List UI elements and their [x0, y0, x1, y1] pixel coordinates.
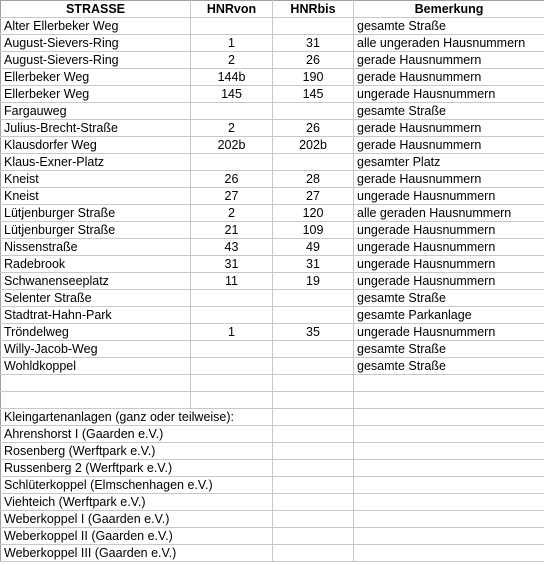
cell-hnrvon[interactable]: 21	[191, 222, 273, 239]
cell-bemerkung[interactable]: gesamte Straße	[354, 358, 544, 375]
table-row	[1, 103, 544, 120]
cell-hnrvon[interactable]	[191, 18, 273, 35]
cell-hnrbis[interactable]: 26	[273, 120, 354, 137]
cell-bemerkung[interactable]: gesamte Straße	[354, 103, 544, 120]
cell-strasse[interactable]: Nissenstraße	[1, 239, 191, 256]
table-cell[interactable]	[354, 545, 544, 562]
header-strasse[interactable]: STRASSE	[1, 1, 191, 18]
table-cell[interactable]	[273, 443, 354, 460]
cell-hnrbis[interactable]	[273, 341, 354, 358]
cell-hnrbis[interactable]: 49	[273, 239, 354, 256]
kleingarten-item[interactable]: Viehteich (Werftpark e.V.)	[1, 494, 273, 511]
table-cell[interactable]	[354, 528, 544, 545]
table-row	[1, 171, 544, 188]
cell-strasse[interactable]: Julius-Brecht-Straße	[1, 120, 191, 137]
cell-hnrvon[interactable]	[191, 103, 273, 120]
cell-strasse[interactable]: Kneist	[1, 171, 191, 188]
kleingarten-item[interactable]: Russenberg 2 (Werftpark e.V.)	[1, 460, 273, 477]
table-row	[1, 239, 544, 256]
table-row	[1, 137, 544, 154]
cell-hnrbis[interactable]: 27	[273, 188, 354, 205]
table-row	[1, 426, 544, 443]
cell-hnrvon[interactable]	[191, 341, 273, 358]
table-cell[interactable]	[354, 477, 544, 494]
table-cell[interactable]	[273, 409, 354, 426]
cell-hnrbis[interactable]	[273, 375, 354, 392]
cell-hnrvon[interactable]: 1	[191, 324, 273, 341]
table-row	[1, 545, 544, 562]
table-cell[interactable]	[273, 511, 354, 528]
cell-bemerkung[interactable]: ungerade Hausnummern	[354, 188, 544, 205]
cell-bemerkung[interactable]: gesamte Parkanlage	[354, 307, 544, 324]
table-cell[interactable]	[354, 409, 544, 426]
cell-hnrvon[interactable]: 1	[191, 35, 273, 52]
cell-bemerkung[interactable]: gerade Hausnummern	[354, 52, 544, 69]
cell-bemerkung[interactable]: ungerade Hausnummern	[354, 222, 544, 239]
cell-bemerkung[interactable]: ungerade Hausnummern	[354, 273, 544, 290]
cell-strasse[interactable]: Klaus-Exner-Platz	[1, 154, 191, 171]
cell-strasse[interactable]: Klausdorfer Weg	[1, 137, 191, 154]
cell-hnrbis[interactable]	[273, 392, 354, 409]
table-row	[1, 290, 544, 307]
table-cell[interactable]	[273, 545, 354, 562]
cell-strasse[interactable]: Ellerbeker Weg	[1, 69, 191, 86]
kleingarten-item[interactable]: Weberkoppel I (Gaarden e.V.)	[1, 511, 273, 528]
table-row	[1, 477, 544, 494]
cell-strasse[interactable]: Kneist	[1, 188, 191, 205]
header-row	[1, 1, 544, 18]
cell-hnrvon[interactable]: 144b	[191, 69, 273, 86]
cell-hnrbis[interactable]: 28	[273, 171, 354, 188]
cell-strasse[interactable]: Schwanenseeplatz	[1, 273, 191, 290]
cell-strasse[interactable]: Alter Ellerbeker Weg	[1, 18, 191, 35]
cell-strasse[interactable]: Wohldkoppel	[1, 358, 191, 375]
table-cell[interactable]	[273, 494, 354, 511]
table-row	[1, 205, 544, 222]
cell-strasse[interactable]: Ellerbeker Weg	[1, 86, 191, 103]
cell-strasse[interactable]	[1, 375, 191, 392]
header-hnrbis[interactable]: HNRbis	[273, 1, 354, 18]
table-cell[interactable]	[354, 460, 544, 477]
cell-hnrvon[interactable]	[191, 290, 273, 307]
cell-hnrvon[interactable]	[191, 358, 273, 375]
cell-hnrbis[interactable]: 31	[273, 256, 354, 273]
cell-hnrvon[interactable]: 145	[191, 86, 273, 103]
table-cell[interactable]	[273, 477, 354, 494]
table-cell[interactable]	[273, 426, 354, 443]
table-row	[1, 307, 544, 324]
cell-hnrvon[interactable]: 202b	[191, 137, 273, 154]
cell-strasse[interactable]	[1, 392, 191, 409]
cell-hnrvon[interactable]: 2	[191, 52, 273, 69]
street-rows	[1, 18, 544, 409]
cell-bemerkung[interactable]: gerade Hausnummern	[354, 120, 544, 137]
table-row	[1, 443, 544, 460]
cell-hnrbis[interactable]: 31	[273, 35, 354, 52]
cell-bemerkung[interactable]: gerade Hausnummern	[354, 137, 544, 154]
cell-bemerkung[interactable]: ungerade Hausnummern	[354, 86, 544, 103]
cell-bemerkung[interactable]	[354, 375, 544, 392]
table-row	[1, 494, 544, 511]
table-row	[1, 18, 544, 35]
table-row	[1, 392, 544, 409]
cell-strasse[interactable]: Selenter Straße	[1, 290, 191, 307]
cell-strasse[interactable]: Lütjenburger Straße	[1, 205, 191, 222]
cell-hnrbis[interactable]: 190	[273, 69, 354, 86]
kleingarten-item[interactable]: Rosenberg (Werftpark e.V.)	[1, 443, 273, 460]
cell-hnrbis[interactable]: 145	[273, 86, 354, 103]
cell-bemerkung[interactable]: gesamte Straße	[354, 18, 544, 35]
cell-hnrvon[interactable]	[191, 375, 273, 392]
cell-strasse[interactable]: Fargauweg	[1, 103, 191, 120]
table-row	[1, 188, 544, 205]
table-row	[1, 52, 544, 69]
kleingarten-rows	[1, 409, 544, 562]
cell-strasse[interactable]: August-Sievers-Ring	[1, 52, 191, 69]
table-row	[1, 358, 544, 375]
cell-hnrvon[interactable]	[191, 307, 273, 324]
kleingarten-item[interactable]: Ahrenshorst I (Gaarden e.V.)	[1, 426, 273, 443]
cell-hnrbis[interactable]: 120	[273, 205, 354, 222]
cell-bemerkung[interactable]: alle ungeraden Hausnummern	[354, 35, 544, 52]
table-row	[1, 460, 544, 477]
table-row	[1, 120, 544, 137]
cell-bemerkung[interactable]: alle geraden Hausnummern	[354, 205, 544, 222]
cell-hnrvon[interactable]: 27	[191, 188, 273, 205]
cell-hnrbis[interactable]: 202b	[273, 137, 354, 154]
cell-bemerkung[interactable]: ungerade Hausnummern	[354, 324, 544, 341]
table-cell[interactable]	[354, 494, 544, 511]
cell-strasse[interactable]: August-Sievers-Ring	[1, 35, 191, 52]
table-row	[1, 222, 544, 239]
cell-hnrvon[interactable]: 2	[191, 205, 273, 222]
cell-hnrvon[interactable]: 11	[191, 273, 273, 290]
cell-hnrvon[interactable]: 26	[191, 171, 273, 188]
kleingarten-heading[interactable]: Kleingartenanlagen (ganz oder teilweise):	[1, 409, 273, 426]
table-row	[1, 528, 544, 545]
cell-bemerkung[interactable]: gesamte Straße	[354, 290, 544, 307]
cell-hnrbis[interactable]	[273, 358, 354, 375]
cell-hnrbis[interactable]	[273, 18, 354, 35]
cell-bemerkung[interactable]: gesamter Platz	[354, 154, 544, 171]
table-cell[interactable]	[354, 511, 544, 528]
kleingarten-item[interactable]: Weberkoppel III (Gaarden e.V.)	[1, 545, 273, 562]
table-row	[1, 511, 544, 528]
table-cell[interactable]	[273, 460, 354, 477]
cell-bemerkung[interactable]: gesamte Straße	[354, 341, 544, 358]
table-row	[1, 341, 544, 358]
cell-strasse[interactable]: Tröndelweg	[1, 324, 191, 341]
kleingarten-item[interactable]: Schlüterkoppel (Elmschenhagen e.V.)	[1, 477, 273, 494]
cell-hnrvon[interactable]: 31	[191, 256, 273, 273]
cell-bemerkung[interactable]	[354, 392, 544, 409]
cell-strasse[interactable]: Stadtrat-Hahn-Park	[1, 307, 191, 324]
table-row	[1, 375, 544, 392]
table-row	[1, 69, 544, 86]
cell-hnrbis[interactable]: 19	[273, 273, 354, 290]
table-cell[interactable]	[354, 443, 544, 460]
table-row	[1, 86, 544, 103]
cell-hnrvon[interactable]: 2	[191, 120, 273, 137]
cell-hnrbis[interactable]	[273, 290, 354, 307]
cell-hnrbis[interactable]	[273, 154, 354, 171]
table-row	[1, 35, 544, 52]
header-bemerkung[interactable]: Bemerkung	[354, 1, 544, 18]
cell-hnrbis[interactable]: 109	[273, 222, 354, 239]
table-row	[1, 154, 544, 171]
table-row	[1, 409, 544, 426]
cell-hnrvon[interactable]	[191, 392, 273, 409]
cell-hnrvon[interactable]: 43	[191, 239, 273, 256]
table-row	[1, 273, 544, 290]
table-row	[1, 324, 544, 341]
cell-hnrvon[interactable]	[191, 154, 273, 171]
cell-bemerkung[interactable]: ungerade Hausnummern	[354, 239, 544, 256]
kleingarten-item[interactable]: Weberkoppel II (Gaarden e.V.)	[1, 528, 273, 545]
table-cell[interactable]	[273, 528, 354, 545]
cell-strasse[interactable]: Radebrook	[1, 256, 191, 273]
table-cell[interactable]	[354, 426, 544, 443]
cell-hnrbis[interactable]	[273, 307, 354, 324]
cell-strasse[interactable]: Willy-Jacob-Weg	[1, 341, 191, 358]
cell-hnrbis[interactable]: 35	[273, 324, 354, 341]
cell-hnrbis[interactable]	[273, 103, 354, 120]
cell-hnrbis[interactable]: 26	[273, 52, 354, 69]
table-row	[1, 256, 544, 273]
header-hnrvon[interactable]: HNRvon	[191, 1, 273, 18]
cell-bemerkung[interactable]: gerade Hausnummern	[354, 69, 544, 86]
cell-bemerkung[interactable]: ungerade Hausnummern	[354, 256, 544, 273]
cell-bemerkung[interactable]: gerade Hausnummern	[354, 171, 544, 188]
cell-strasse[interactable]: Lütjenburger Straße	[1, 222, 191, 239]
